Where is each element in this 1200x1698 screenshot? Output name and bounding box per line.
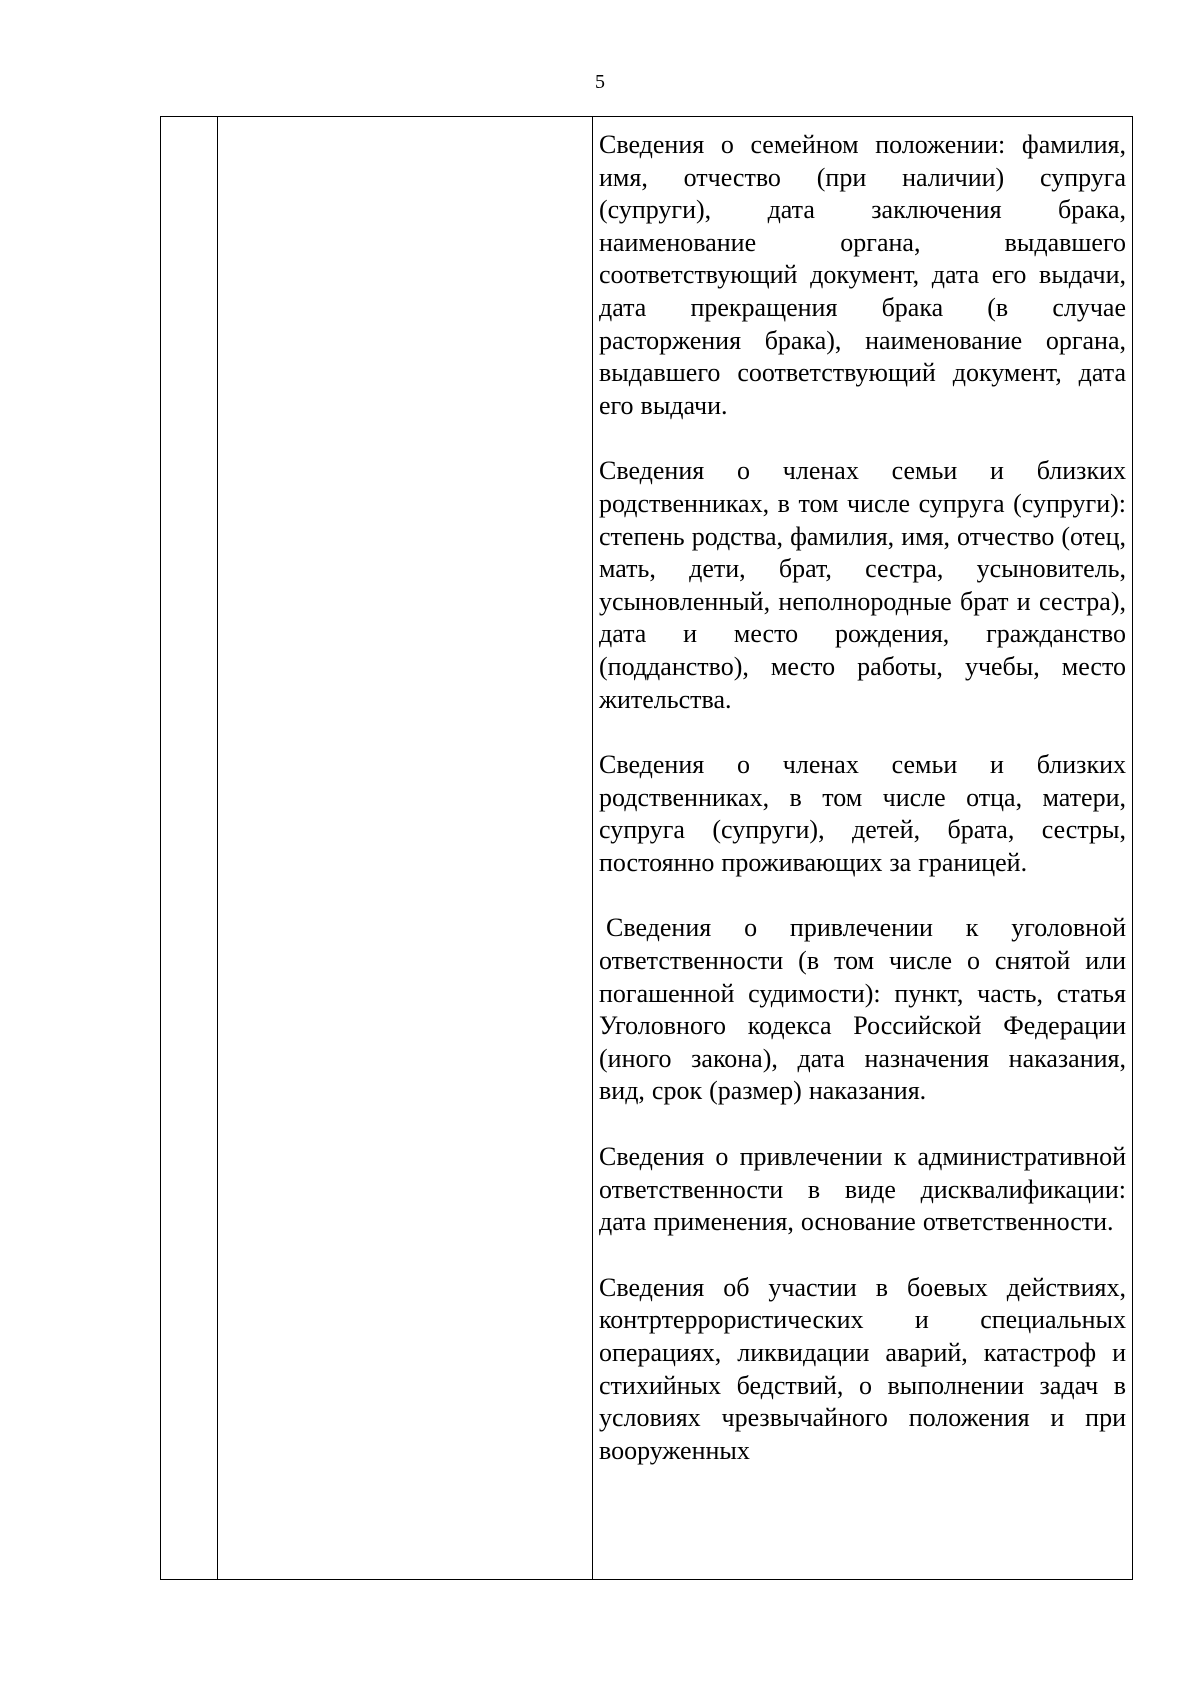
paragraph-criminal-liability: Сведения о привлечении к уголовной ответственности (в том числе о снятой или погашенной судимости): пункт, часть, статья Уголовного кодекса Российской Федерации (иного закона), дата назначения наказания, вид, срок (размер) наказания. [599,913,1126,1106]
row-name-cell [218,117,593,1580]
content-paragraphs [593,117,1132,1467]
page-number: 5 [595,71,605,93]
paragraph-combat-participation: Сведения об участии в боевых действиях, контртеррористических и специальных операциях, ликвидации аварий, катастроф и стихийных бедствий, о выполнении задач в условиях чрезвычайного положения и при вооруженных [599,1272,1126,1465]
paragraph-relatives-abroad: Сведения о членах семьи и близких родственниках, в том числе отца, матери, супруга (супруги), детей, брата, сестры, постоянно проживающих за границей. [599,750,1126,877]
paragraph-administrative-liability: Сведения о привлечении к административной ответственности в виде дисквалификации: дата применения, основание ответственности. [599,1142,1126,1237]
data-table [160,116,1133,1580]
row-content-cell [593,117,1133,1580]
row-number-cell [161,117,218,1580]
table-row [161,117,1133,1580]
paragraph-marital-status: Сведения о семейном положении: фамилия, имя, отчество (при наличии) супруга (супруги), дата заключения брака, наименование органа, выдавшего соответствующий документ, дата его выдачи, дата прекращения брака (в случае расторжения брака), наименование органа, выдавшего соответствующий документ, дата его выдачи. [599,130,1126,420]
paragraph-family-members: Сведения о членах семьи и близких родственниках, в том числе супруга (супруги): степень родства, фамилия, имя, отчество (отец, мать, дети, брат, сестра, усыновитель, усыновленный, неполнородные брат и сестра), дата и место рождения, гражданство (подданство), место работы, учебы, место жительства. [599,456,1126,714]
